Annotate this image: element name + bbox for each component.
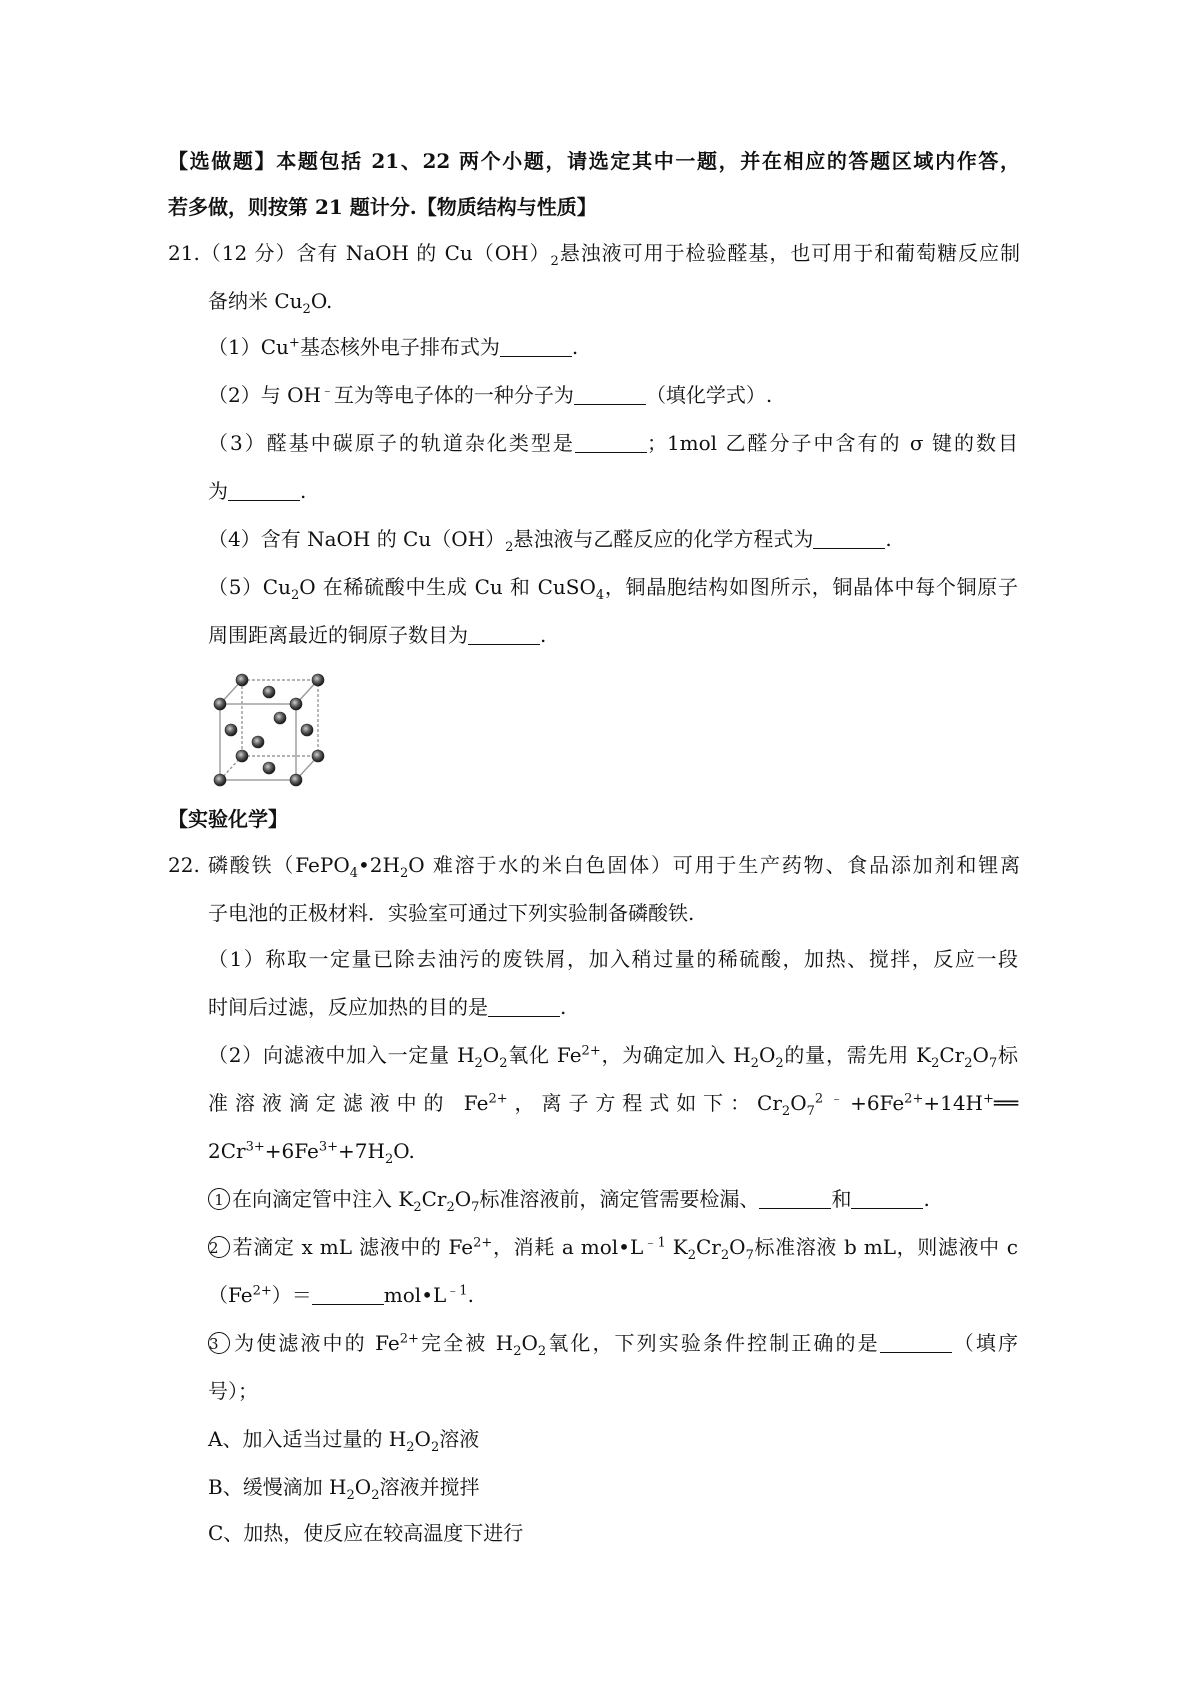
- answer-blank[interactable]: [813, 530, 885, 549]
- copper-atom: [214, 774, 226, 786]
- q22-subpart2-line2: $(Fe^{2+})=$ $mol•L^{﹣1}$.: [208, 1283, 474, 1307]
- q22-subpart3-line1: 3 为使滤液中的 $Fe^{2+}$完全被 $H_2O_2$氧化，下列实验条件控制正确的是 （填序: [209, 1331, 1018, 1359]
- answer-blank[interactable]: [488, 998, 560, 1017]
- copper-atom: [290, 698, 302, 710]
- q22-part2-line3: $2Cr^{3+}+6Fe^{3+}+7H_2O$.: [208, 1139, 415, 1167]
- copper-atom: [312, 674, 324, 686]
- section2-title: 【实验化学】: [168, 807, 288, 831]
- q21-part5-line2: 周围距离最近的铜原子数目为 .: [208, 623, 547, 647]
- q22-stem-line1: 22. 磷酸铁（$FePO_4•2H_2O$ 难溶于水的米白色固体）可用于生产药物、食品添加剂和锂离: [168, 853, 1020, 881]
- q22-part1-line2: 时间后过滤，反应加热的目的是 .: [208, 995, 567, 1019]
- q22-number: 22.: [168, 853, 200, 877]
- copper-atom: [225, 724, 237, 736]
- copper-atom: [290, 774, 302, 786]
- answer-blank[interactable]: [759, 1190, 831, 1209]
- q21-part4: （4）含有 NaOH 的 $Cu(OH)_2$悬浊液与乙醛反应的化学方程式为 .: [208, 527, 892, 555]
- answer-blank[interactable]: [880, 1334, 952, 1353]
- copper-unit-cell-figure: [212, 672, 340, 790]
- copper-atom: [236, 674, 248, 686]
- q21-part3-line1: （3）醛基中碳原子的轨道杂化类型是 ；1mol 乙醛分子中含有的 σ 键的数目: [208, 431, 1018, 455]
- q21-stem-line2: 备纳米 $Cu_2O$.: [208, 289, 333, 317]
- q22-stem-line2: 子电池的正极材料．实验室可通过下列实验制备磷酸铁.: [208, 901, 695, 925]
- q22-option-b[interactable]: B、缓慢滴加 $H_2O_2$溶液并搅拌: [208, 1475, 480, 1503]
- answer-blank[interactable]: [468, 626, 540, 645]
- copper-atom: [263, 686, 275, 698]
- copper-atom: [214, 698, 226, 710]
- copper-atom: [236, 750, 248, 762]
- copper-atom: [252, 736, 264, 748]
- section-intro-line1: 【选做题】本题包括 21、22 两个小题，请选定其中一题，并在相应的答题区域内作答，: [168, 149, 1020, 173]
- q21-stem-line1: 21.（12 分）含有 NaOH 的 $Cu(OH)_2$悬浊液可用于检验醛基，也可用于和葡萄糖反应制: [168, 241, 1020, 269]
- q22-subpart1: 1 在向滴定管中注入 $K_2Cr_2O_7$标准溶液前，滴定管需要检漏、 和 .: [208, 1186, 930, 1212]
- q21-part2: （2）与 OH﹣互为等电子体的一种分子为 （填化学式）.: [208, 383, 773, 407]
- q21-number: 21.: [168, 241, 200, 265]
- q21-part1: （1）Cu+基态核外电子排布式为 .: [208, 335, 579, 359]
- answer-blank[interactable]: [851, 1190, 923, 1209]
- q22-subpart2-line1: 2 若滴定 x mL 滤液中的 $Fe^{2+}$，消耗 a $mol•L^{﹣1}$ $K_2Cr_2O_7$标准溶液 b mL，则滤液中 c: [209, 1235, 1018, 1263]
- circled-number: 3: [208, 1332, 230, 1354]
- circled-number: 1: [208, 1188, 230, 1210]
- section-intro-line2: 若多做，则按第 21 题计分.【物质结构与性质】: [168, 195, 597, 219]
- q22-option-c[interactable]: C、加热，使反应在较高温度下进行: [208, 1521, 524, 1545]
- answer-blank[interactable]: [574, 386, 646, 405]
- q22-part1-line1: （1）称取一定量已除去油污的废铁屑，加入稍过量的稀硫酸，加热、搅拌，反应一段: [208, 947, 1018, 971]
- answer-blank[interactable]: [575, 434, 647, 453]
- copper-atom: [263, 762, 275, 774]
- answer-blank[interactable]: [312, 1286, 384, 1305]
- circled-number: 2: [208, 1236, 230, 1258]
- q21-part3-line2: 为 .: [208, 479, 307, 503]
- copper-atom: [301, 724, 313, 736]
- q22-option-a[interactable]: A、加入适当过量的 $H_2O_2$溶液: [208, 1427, 480, 1455]
- q22-part2-line1: （2）向滤液中加入一定量 $H_2O_2$氧化 $Fe^{2+}$，为确定加入 $H_2O_2$的量，需先用 $K_2Cr_2O_7$标: [208, 1043, 1018, 1071]
- q22-subpart3-line2: 号）；: [208, 1379, 258, 1403]
- copper-atom: [274, 712, 286, 724]
- copper-atom: [312, 750, 324, 762]
- q22-part2-line2: 准溶液滴定滤液中的 $Fe^{2+}$，离子方程式如下：$Cr_2O_7^{2﹣}+6Fe^{2+}+14H^+══$: [208, 1091, 1018, 1119]
- answer-blank[interactable]: [500, 338, 572, 357]
- q21-part5-line1: $(5)Cu_2O$ 在稀硫酸中生成 Cu 和 CuSO$_4$，铜晶胞结构如图所示，铜晶体中每个铜原子: [208, 575, 1018, 603]
- answer-blank[interactable]: [228, 482, 300, 501]
